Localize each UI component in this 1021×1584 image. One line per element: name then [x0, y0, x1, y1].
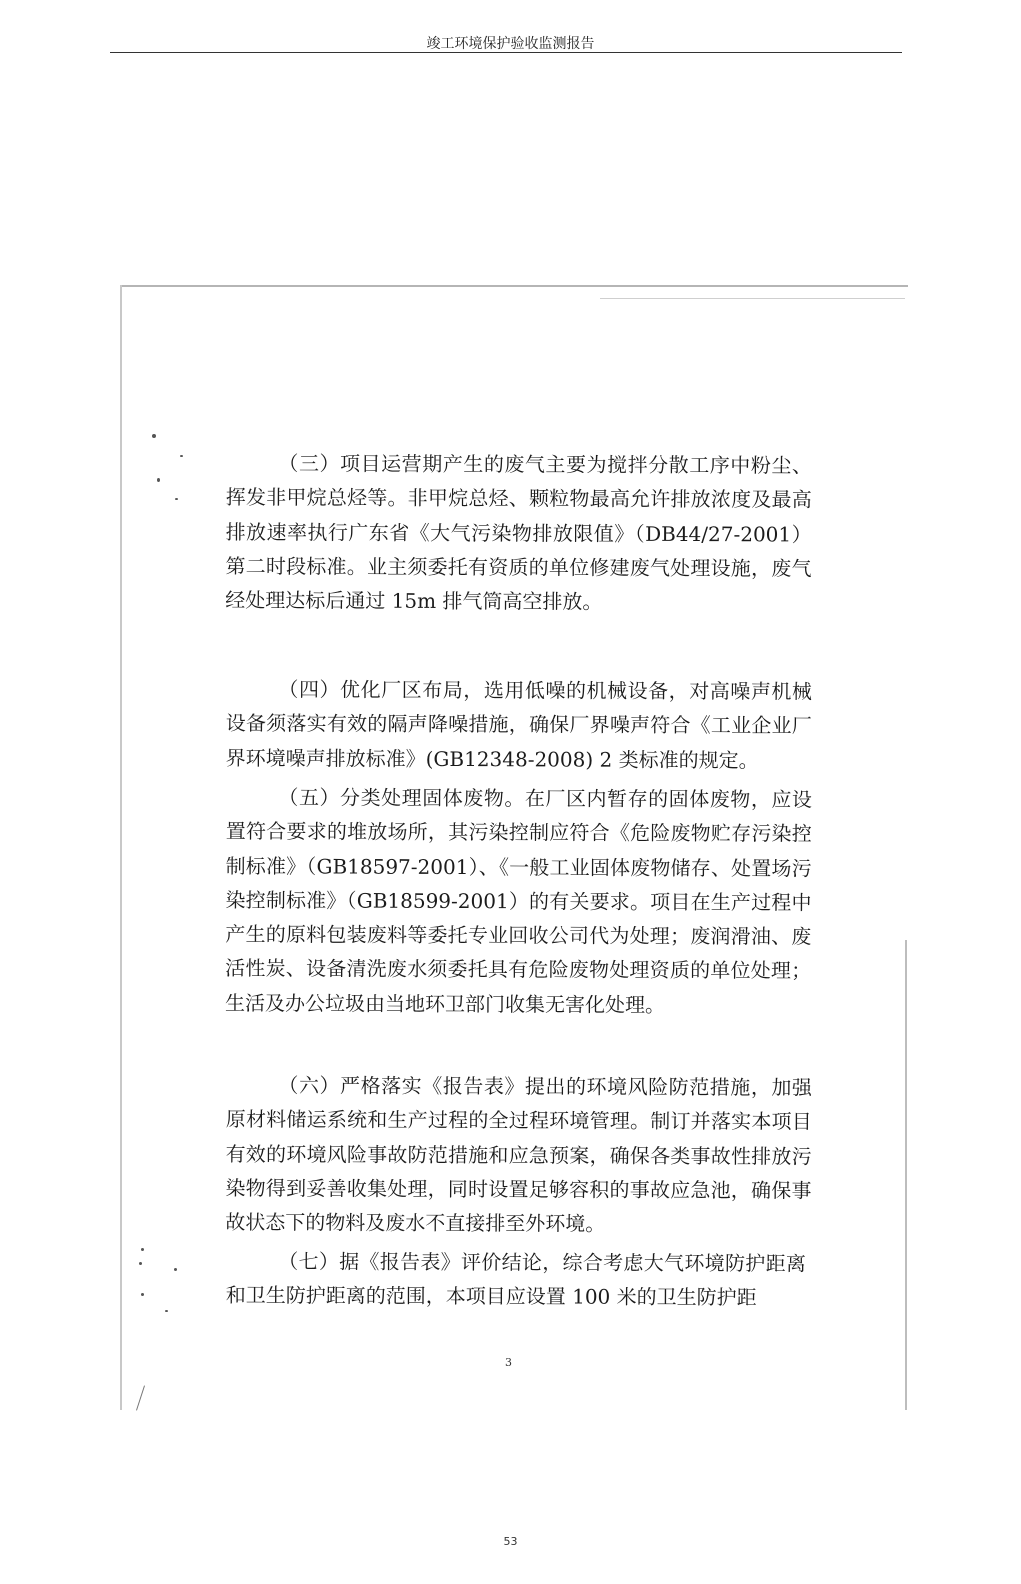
scan-speck: [165, 1310, 168, 1312]
scan-speck: [141, 1293, 144, 1296]
page-number: 53: [503, 1535, 518, 1548]
scan-top-edge: [120, 285, 908, 287]
scan-speck: [180, 455, 183, 457]
paragraph-text: （六）严格落实《报告表》提出的环境风险防范措施，加强原材料储运系统和生产过程的全过程环境管理。制订并落实本项目有效的环境风险事故防范措施和应急预案，确保各类事故性排放污染物得到妥善收集处理，同时设置足够容积的事故应急池，确保事故状态下的物料及废水不直接排至外环境。: [225, 1073, 812, 1236]
paragraph-7: [226, 1244, 806, 1315]
scan-speck: [157, 478, 160, 482]
paragraph-text: （七）据《报告表》评价结论，综合考虑大气环境防护距离和卫生防护距离的范围，本项目应设置 100 米的卫生防护距: [225, 1249, 806, 1310]
scan-speck: [175, 498, 178, 500]
paragraph-6: [225, 1068, 812, 1242]
scan-top-shadow: [600, 298, 905, 299]
paragraph-text: （三）项目运营期产生的废气主要为搅拌分散工序中粉尘、挥发非甲烷总烃等。非甲烷总烃、颗粒物最高允许排放浓度及最高排放速率执行广东省《大气污染物排放限值》（DB44/27-2001）第二时段标准。业主须委托有资质的单位修建废气处理设施，废气经处理达标后通过 15m 排气筒高空排放。: [225, 451, 812, 614]
paragraph-text: （五）分类处理固体废物。在厂区内暂存的固体废物，应设置符合要求的堆放场所，其污染控制应符合《危险废物贮存污染控制标准》（GB18597-2001）、《一般工业固体废物储存、处置场污染控制标准》（GB18599-2001）的有关要求。项目在生产过程中产生的原料包装废料等委托专业回收公司代为处理；废润滑油、废活性炭、设备清洗废水须委托具有危险废物处理资质的单位处理；生活及办公垃圾由当地环卫部门收集无害化处理。: [224, 785, 812, 1017]
paragraph-5: [225, 780, 812, 1023]
scanned-page-number: 3: [505, 1356, 512, 1369]
scan-speck: [152, 434, 156, 438]
paragraph-4: [226, 672, 812, 777]
report-header-title: 竣工环境保护验收监测报告: [426, 36, 595, 52]
paragraph-text: （四）优化厂区布局，选用低噪的机械设备，对高噪声机械设备须落实有效的隔声降噪措施，确保厂界噪声符合《工业企业厂界环境噪声排放标准》(GB12348-2008) 2 类标准的规定。: [225, 677, 812, 772]
paragraph-3: [225, 446, 812, 620]
scan-speck: [139, 1262, 142, 1265]
scan-speck: [174, 1268, 177, 1271]
header-rule: [110, 52, 902, 53]
scan-left-edge: [120, 285, 122, 1410]
scan-speck: [141, 1248, 144, 1251]
scan-right-edge: [905, 940, 907, 1410]
